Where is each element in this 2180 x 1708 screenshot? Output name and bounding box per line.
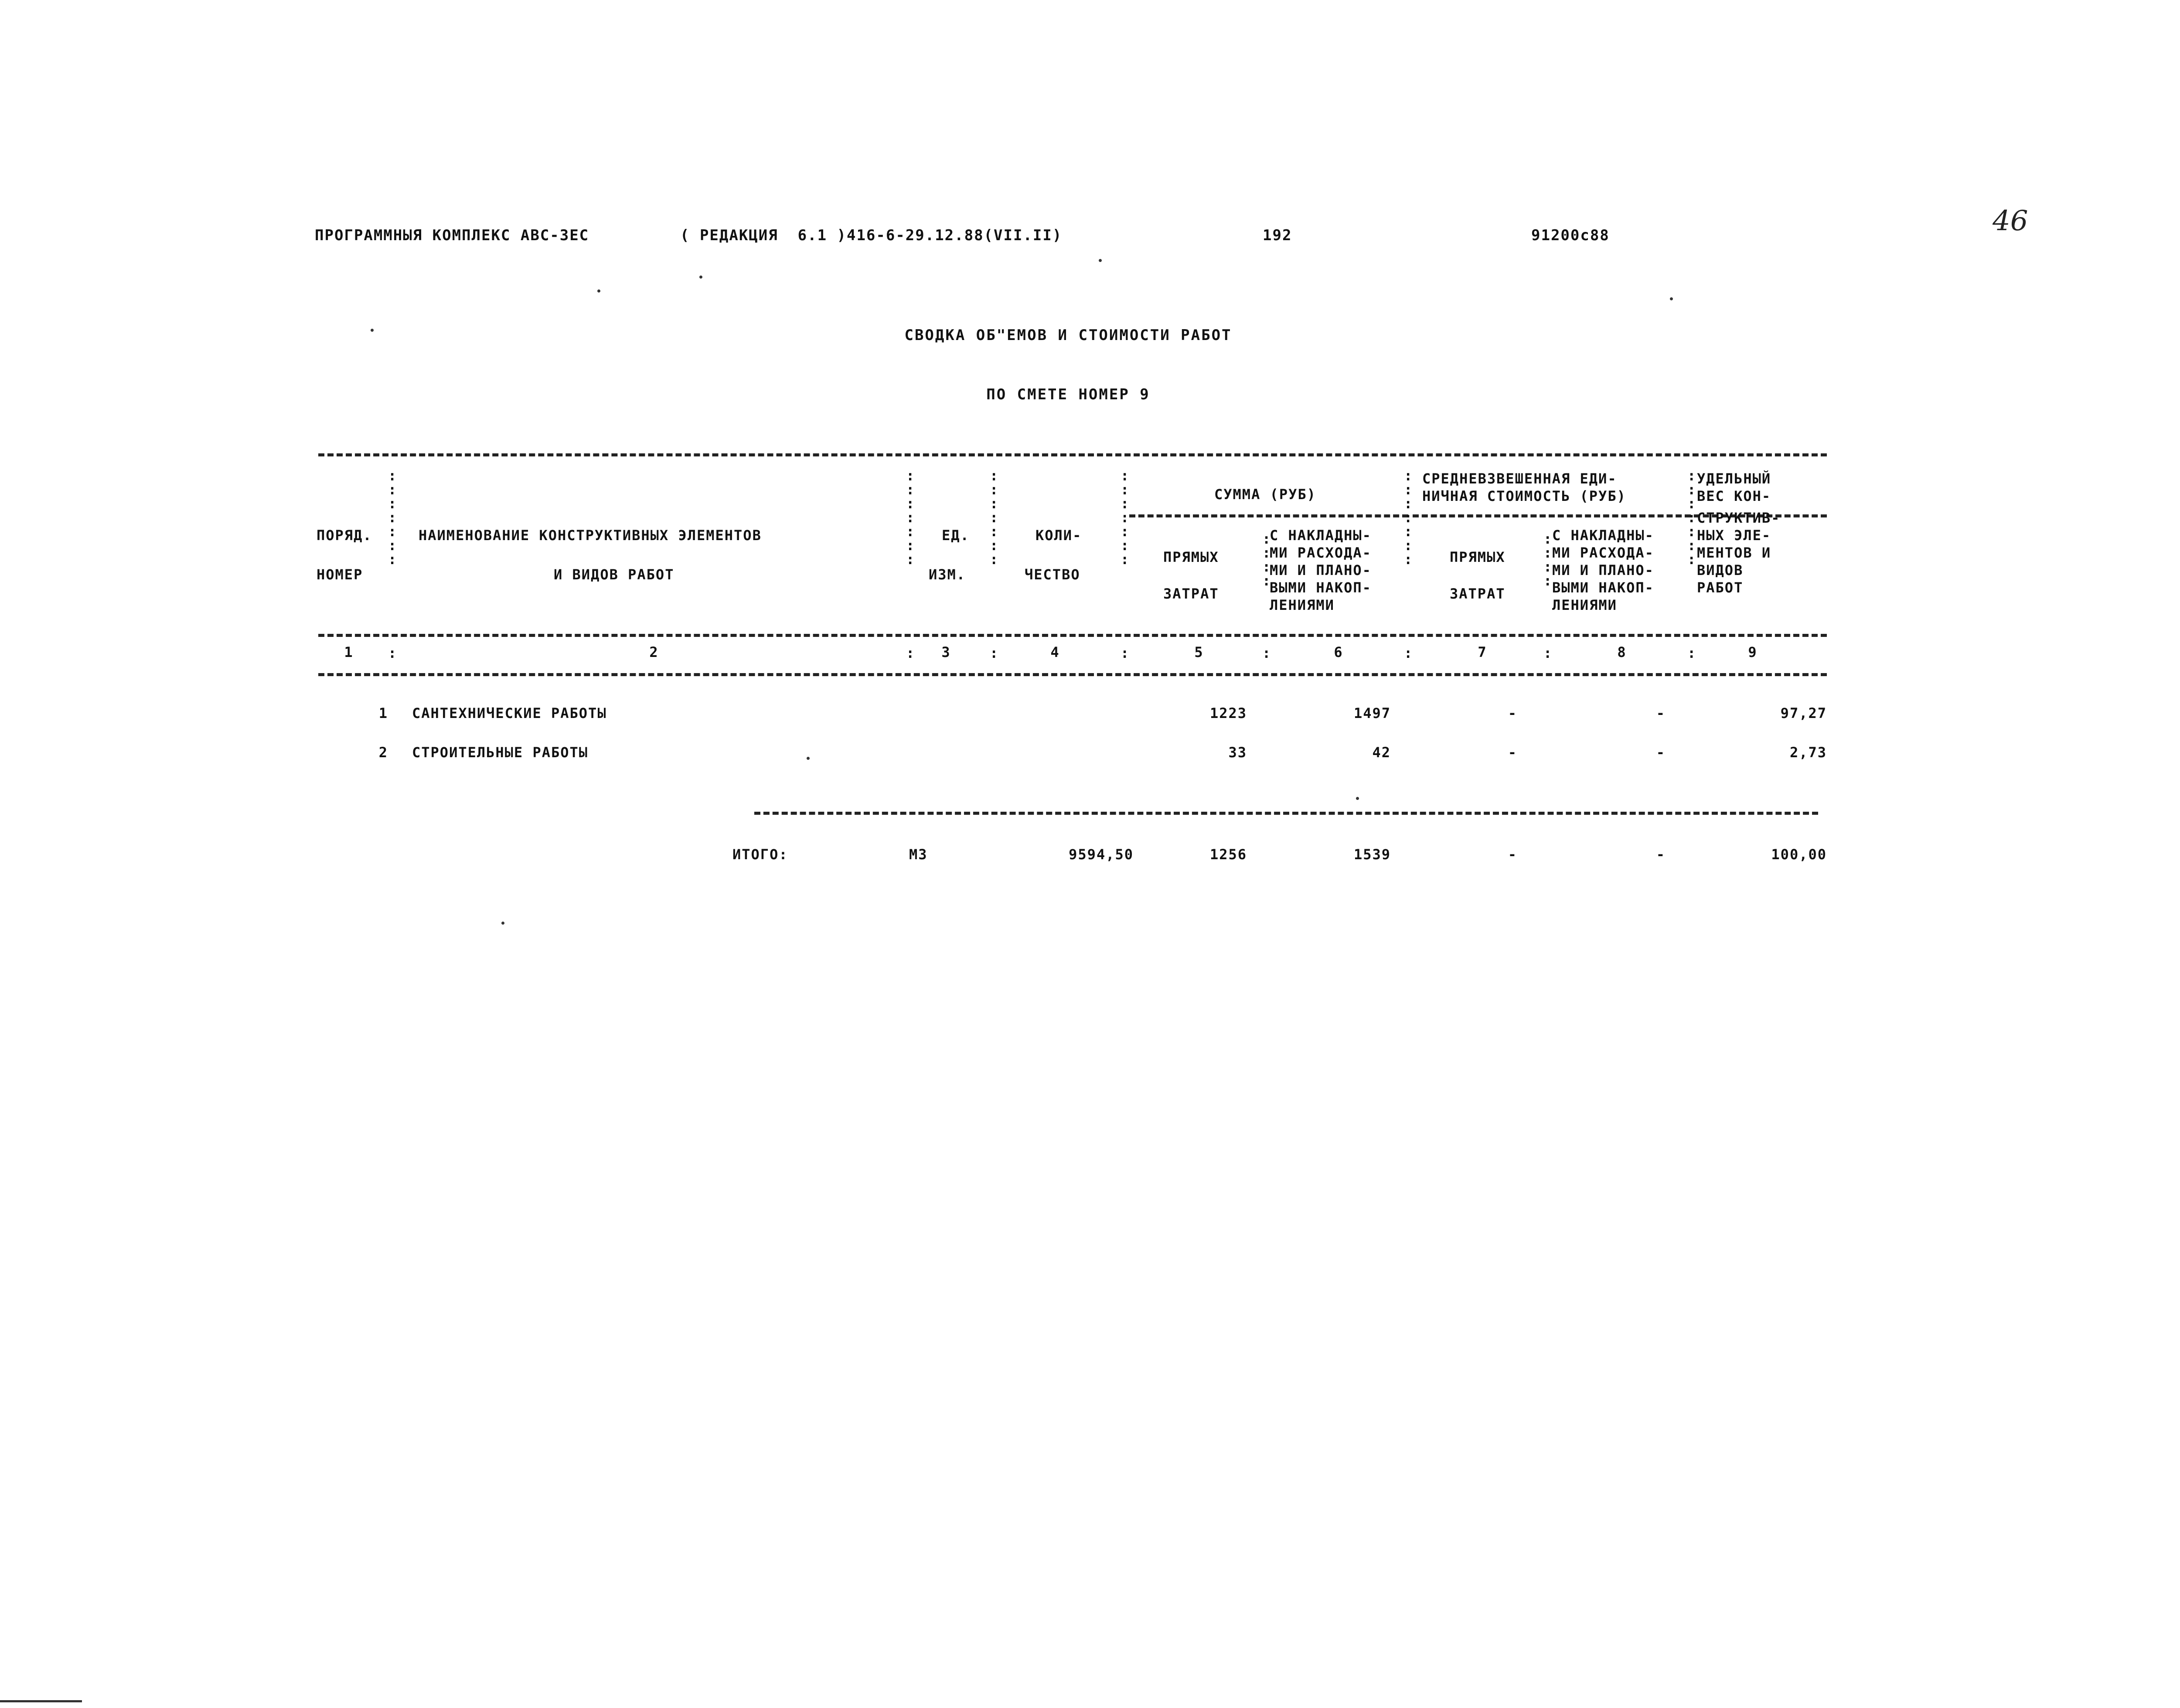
column-separator: : xyxy=(1121,645,1129,661)
column-separator: : : : : : : : xyxy=(1404,467,1413,568)
scan-speck xyxy=(699,276,702,279)
col9-header-line: НЫХ ЭЛЕ- xyxy=(1697,527,1771,544)
report-subtitle: ПО СМЕТЕ НОМЕР 9 xyxy=(986,386,1150,403)
column-separator: : xyxy=(990,645,998,661)
total-avg-overhead: - xyxy=(1656,846,1666,863)
program-name: ПРОГРАММНЫЯ КОМПЛЕКС АВС-3ЕС xyxy=(315,227,589,244)
col-number: 9 xyxy=(1748,644,1758,660)
numbers-bottom-rule xyxy=(318,673,1827,676)
column-separator: : xyxy=(906,645,915,661)
col6-header-line: МИ И ПЛАНО- xyxy=(1270,562,1372,578)
report-title: СВОДКА ОБ"ЕМОВ И СТОИМОСТИ РАБОТ xyxy=(904,327,1232,344)
col-number: 7 xyxy=(1478,644,1487,660)
col9-header-line: МЕНТОВ И xyxy=(1697,544,1771,561)
total-top-rule xyxy=(754,812,1818,815)
column-separator: : xyxy=(1543,645,1552,661)
column-separator: : : : : : : : xyxy=(388,467,397,568)
scan-speck xyxy=(371,329,374,332)
row-share: 2,73 xyxy=(1789,744,1827,761)
col-number: 2 xyxy=(649,644,659,660)
row-avg-overhead: - xyxy=(1656,705,1666,721)
col-number: 8 xyxy=(1617,644,1627,660)
col6-header-line: ЛЕНИЯМИ xyxy=(1270,597,1335,613)
col7-header-bottom: ЗАТРАТ xyxy=(1450,585,1506,602)
row-direct-cost: 1223 xyxy=(1209,705,1247,721)
sum-group-rule xyxy=(1129,514,1408,517)
row-number: 1 xyxy=(378,705,388,721)
row-overhead-cost: 1497 xyxy=(1353,705,1391,721)
col3-header-top: ЕД. xyxy=(942,527,970,544)
total-unit: М3 xyxy=(909,846,928,863)
col9-header-line: ВИДОВ xyxy=(1697,562,1744,578)
total-label: ИТОГО: xyxy=(732,846,788,863)
page-code: 192 xyxy=(1263,227,1292,244)
column-separator: : : : : xyxy=(1543,531,1552,589)
col4-header-top: КОЛИ- xyxy=(1036,527,1082,544)
row-avg-overhead: - xyxy=(1656,744,1666,761)
sum-group-header: СУММА (РУБ) xyxy=(1214,486,1316,503)
column-separator: : xyxy=(1687,645,1696,661)
col9-header-line: РАБОТ xyxy=(1697,579,1744,596)
total-quantity: 9594,50 xyxy=(1069,846,1134,863)
col4-header-bottom: ЧЕСТВО xyxy=(1025,566,1080,583)
handwritten-page-number: 46 xyxy=(1993,205,2028,237)
col8-header-line: МИ И ПЛАНО- xyxy=(1552,562,1654,578)
scan-speck xyxy=(1099,259,1102,262)
col7-header-top: ПРЯМЫХ xyxy=(1450,549,1506,565)
col1-header-top: ПОРЯД. xyxy=(317,527,372,544)
total-direct-cost: 1256 xyxy=(1209,846,1247,863)
col-number: 6 xyxy=(1334,644,1343,660)
column-separator: : : : : : : : xyxy=(1121,467,1129,568)
avg-group-header-line1: СРЕДНЕВЗВЕШЕННАЯ ЕДИ- xyxy=(1422,470,1617,487)
scan-margin-mark xyxy=(0,1700,82,1702)
column-separator: : xyxy=(1262,645,1271,661)
column-separator: : xyxy=(1404,645,1413,661)
col-number: 5 xyxy=(1194,644,1204,660)
row-direct-cost: 33 xyxy=(1228,744,1247,761)
col2-header-top: НАИМЕНОВАНИЕ КОНСТРУКТИВНЫХ ЭЛЕМЕНТОВ xyxy=(419,527,762,544)
col-number: 1 xyxy=(344,644,354,660)
column-separator: : xyxy=(388,645,397,661)
row-name: САНТЕХНИЧЕСКИЕ РАБОТЫ xyxy=(412,705,607,721)
col-number: 4 xyxy=(1050,644,1060,660)
document-code: 91200с88 xyxy=(1531,227,1610,244)
col8-header-line: МИ РАСХОДА- xyxy=(1552,544,1654,561)
col6-header-line: МИ РАСХОДА- xyxy=(1270,544,1372,561)
row-avg-direct: - xyxy=(1508,744,1517,761)
column-separator: : : : : : : : xyxy=(906,467,915,568)
col8-header-line: ЛЕНИЯМИ xyxy=(1552,597,1617,613)
scan-speck xyxy=(1670,297,1673,300)
row-number: 2 xyxy=(378,744,388,761)
total-avg-direct: - xyxy=(1508,846,1517,863)
header-bottom-rule xyxy=(318,634,1827,637)
total-overhead-cost: 1539 xyxy=(1353,846,1391,863)
edition-info: ( РЕДАКЦИЯ 6.1 )416-6-29.12.88(VII.II) xyxy=(680,227,1063,244)
table-top-rule xyxy=(318,453,1827,456)
col5-header-bottom: ЗАТРАТ xyxy=(1163,585,1219,602)
col8-header-line: С НАКЛАДНЫ- xyxy=(1552,527,1654,544)
col-number: 3 xyxy=(941,644,951,660)
column-separator: : : : : : : : xyxy=(990,467,998,568)
column-separator: : : : : : : : xyxy=(1687,467,1696,568)
col2-header-bottom: И ВИДОВ РАБОТ xyxy=(554,566,674,583)
col8-header-line: ВЫМИ НАКОП- xyxy=(1552,579,1654,596)
scan-speck xyxy=(597,289,600,293)
col3-header-bottom: ИЗМ. xyxy=(929,566,966,583)
avg-group-header-line2: НИЧНАЯ СТОИМОСТЬ (РУБ) xyxy=(1422,488,1626,504)
total-share: 100,00 xyxy=(1771,846,1827,863)
col1-header-bottom: НОМЕР xyxy=(317,566,363,583)
scan-speck xyxy=(1356,797,1359,800)
scan-speck xyxy=(501,922,504,925)
col5-header-top: ПРЯМЫХ xyxy=(1163,549,1219,565)
col6-header-line: ВЫМИ НАКОП- xyxy=(1270,579,1372,596)
row-avg-direct: - xyxy=(1508,705,1517,721)
column-separator: : : : : xyxy=(1262,531,1271,589)
scan-speck xyxy=(807,757,810,760)
row-overhead-cost: 42 xyxy=(1372,744,1391,761)
col9-header-line: СТРУКТИВ- xyxy=(1697,510,1781,526)
col6-header-line: С НАКЛАДНЫ- xyxy=(1270,527,1372,544)
col9-header-line: ВЕС КОН- xyxy=(1697,488,1771,504)
col9-header-line: УДЕЛЬНЫЙ xyxy=(1697,470,1771,487)
row-share: 97,27 xyxy=(1780,705,1827,721)
row-name: СТРОИТЕЛЬНЫЕ РАБОТЫ xyxy=(412,744,589,761)
